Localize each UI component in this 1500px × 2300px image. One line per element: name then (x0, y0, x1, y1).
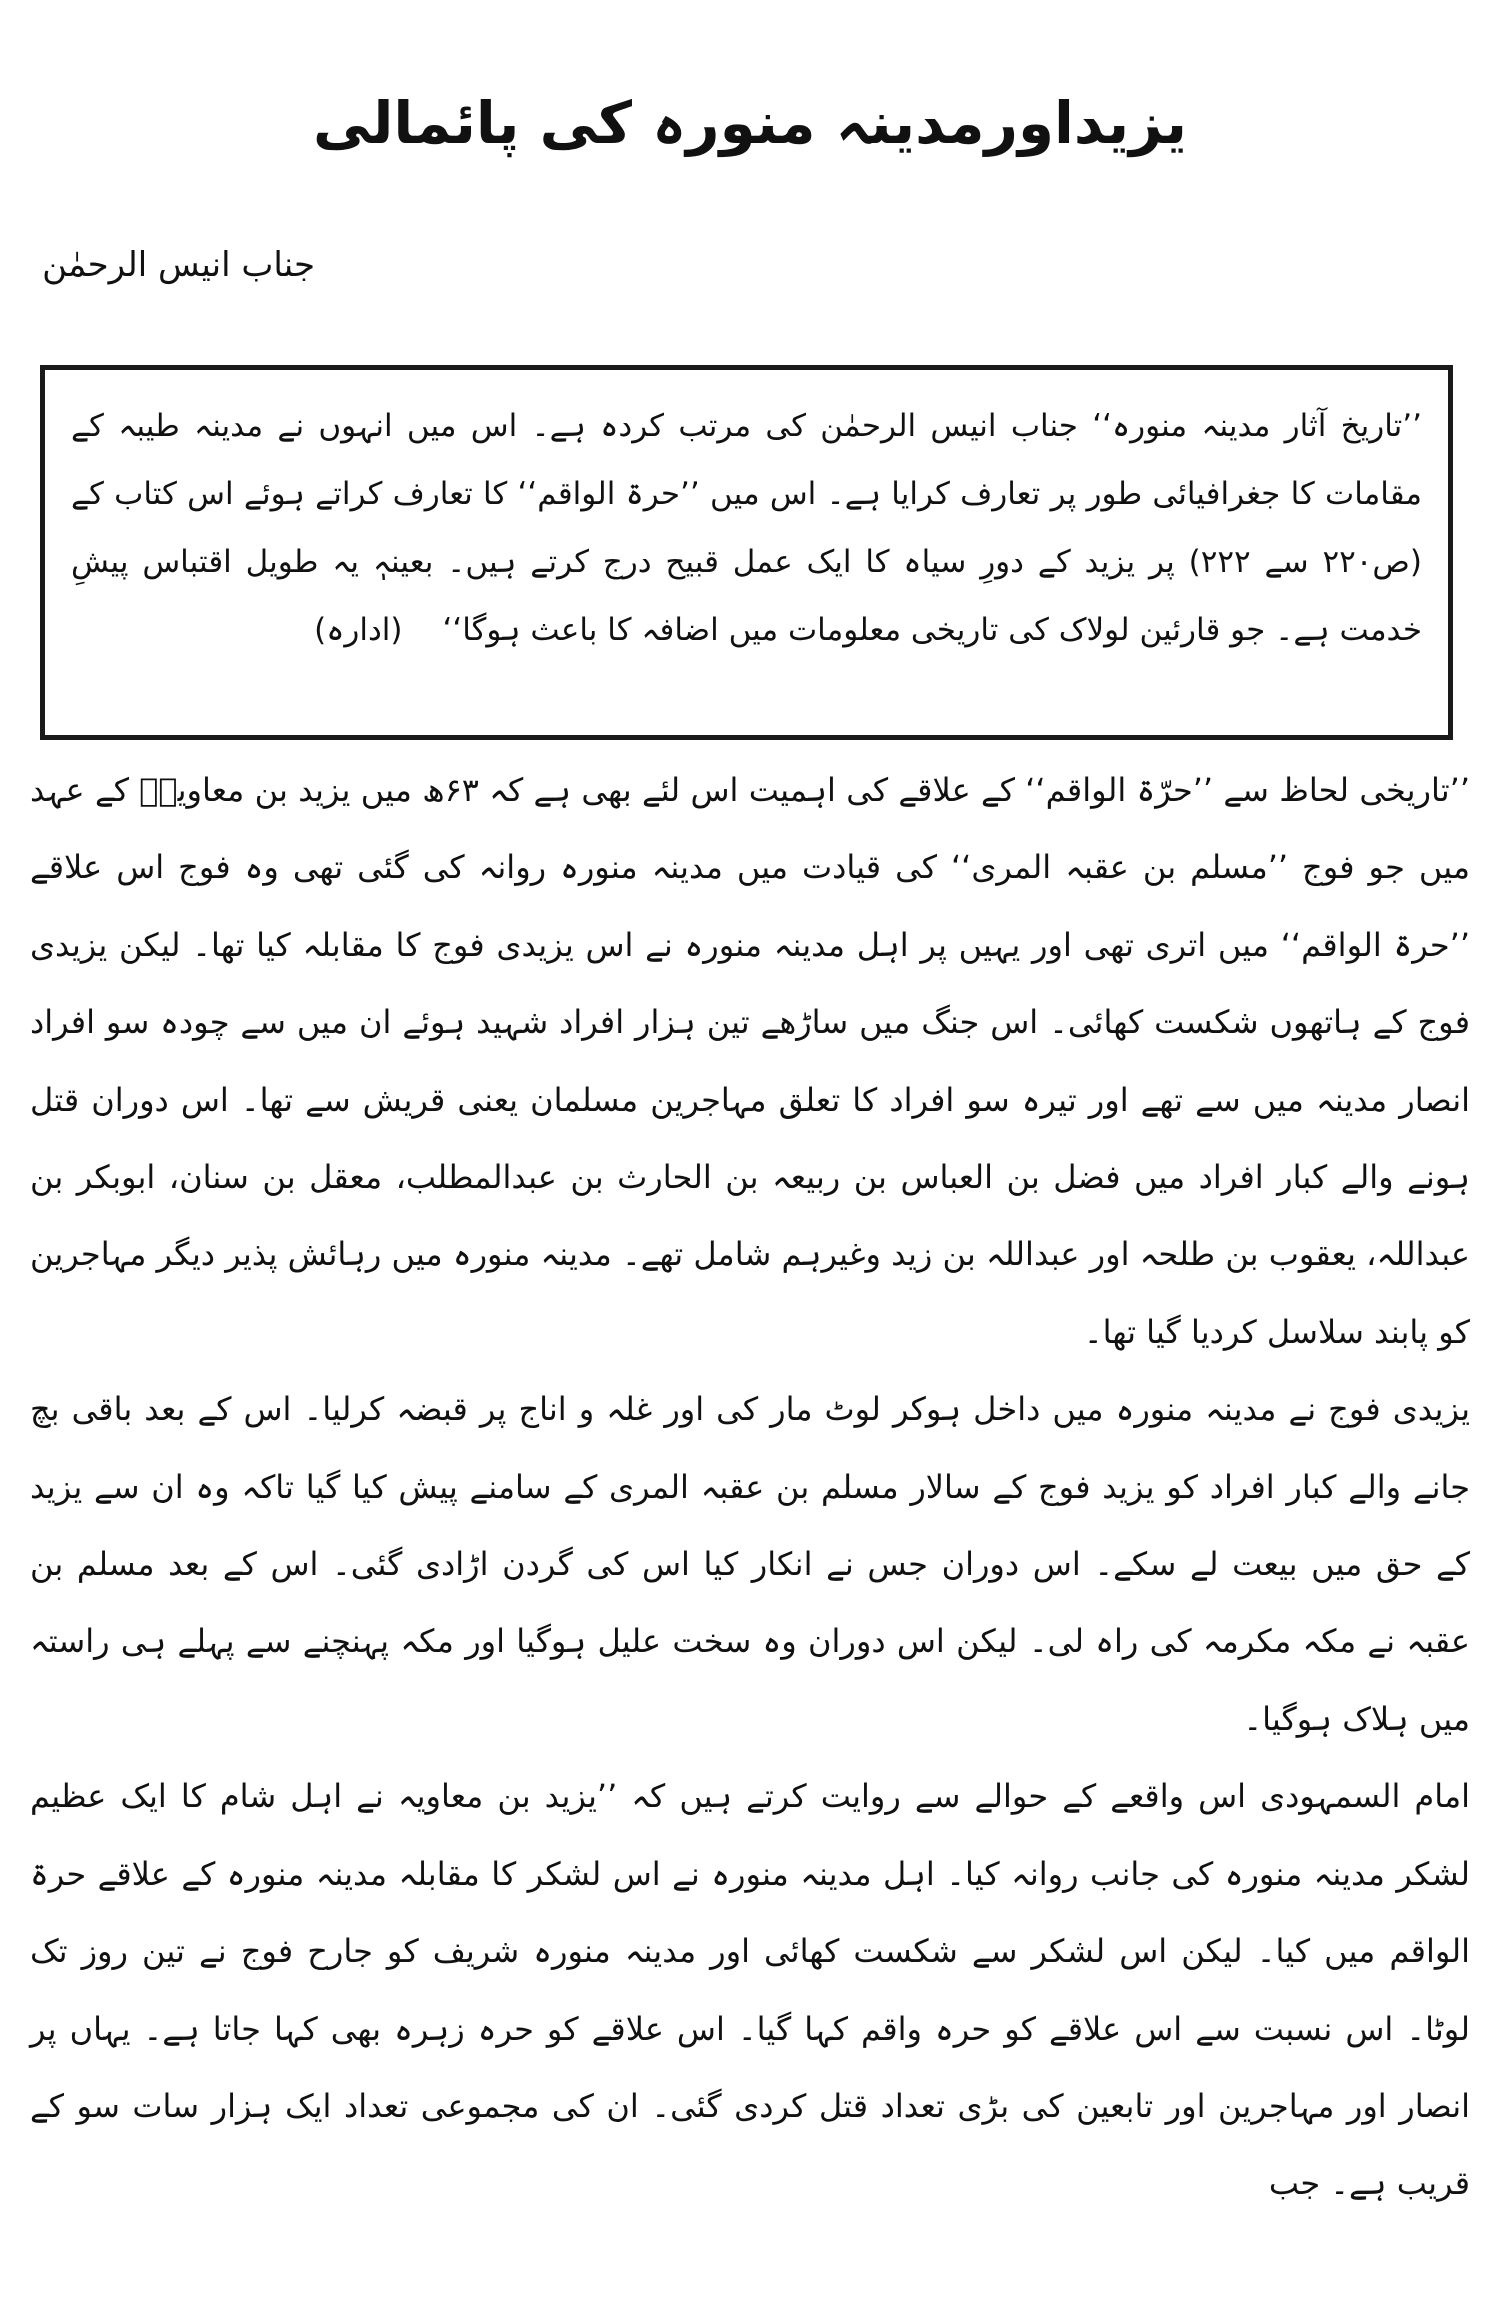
editor-signature: (ادارہ) (314, 612, 403, 648)
article-author: جناب انیس الرحمٰن (42, 245, 315, 285)
editor-note-text: ’’تاریخ آثار مدینہ منورہ‘‘ جناب انیس الرحمٰن کی مرتب کردہ ہے۔ اس میں انہوں نے مدینہ طیبہ کے مقامات کا جغرافیائی طور پر تعارف کرایا ہے۔ اس میں ’’حرۃ الواقم‘‘ کا تعارف کراتے ہوئے اس کتاب کے (ص۲۲۰ سے ۲۲۲) پر یزید کے دورِ سیاہ کا ایک عمل قبیح درج کرتے ہیں۔ بعینہٖ یہ طویل اقتباس پیشِ خدمت ہے۔ جو قارئین لولاک کی تاریخی معلومات میں اضافہ کا باعث ہوگا‘‘ (71, 408, 1422, 648)
body-paragraph-1: ’’تاریخی لحاظ سے ’’حرّۃ الواقم‘‘ کے علاقے کی اہمیت اس لئے بھی ہے کہ ۶۳ھ میں یزید بن معاویہؓ کے عہد میں جو فوج ’’مسلم بن عقبہ المری‘‘ کی قیادت میں مدینہ منورہ روانہ کی گئی تھی وہ فوج اس علاقے ’’حرۃ الواقم‘‘ میں اتری تھی اور یہیں پر اہل مدینہ منورہ نے اس یزیدی فوج کا مقابلہ کیا تھا۔ لیکن یزیدی فوج کے ہاتھوں شکست کھائی۔ اس جنگ میں ساڑھے تین ہزار افراد شہید ہوئے ان میں سے چودہ سو افراد انصار مدینہ میں سے تھے اور تیرہ سو افراد کا تعلق مہاجرین مسلمان یعنی قریش سے تھا۔ اس دوران قتل ہونے والے کبار افراد میں فضل بن العباس بن ربیعہ بن الحارث بن عبدالمطلب، معقل بن سنان، ابوبکر بن عبداللہ، یعقوب بن طلحہ اور عبداللہ بن زید وغیرہم شامل تھے۔ مدینہ منورہ میں رہائش پذیر دیگر مہاجرین کو پابند سلاسل کردیا گیا تھا۔ (30, 771, 1471, 1351)
article-body (30, 752, 1470, 2223)
editor-note-paragraph (71, 392, 1422, 664)
body-paragraph-3: امام السمہودی اس واقعے کے حوالے سے روایت کرتے ہیں کہ ’’یزید بن معاویہ نے اہل شام کا ایک عظیم لشکر مدینہ منورہ کی جانب روانہ کیا۔ اہل مدینہ منورہ نے اس لشکر کا مقابلہ مدینہ منورہ کے علاقے حرۃ الواقم میں کیا۔ لیکن اس لشکر سے شکست کھائی اور مدینہ منورہ شریف کو جارح فوج نے تین روز تک لوٹا۔ اس نسبت سے اس علاقے کو حرہ واقم کہا گیا۔ اس علاقے کو حرہ زہرہ بھی کہا جاتا ہے۔ یہاں پر انصار اور مہاجرین اور تابعین کی بڑی تعداد قتل کردی گئی۔ ان کی مجموعی تعداد ایک ہزار سات سو کے قریب ہے۔ جب (30, 1777, 1470, 2203)
editor-note-box (40, 365, 1453, 740)
article-title: یزیداورمدینہ منورہ کی پائمالی (312, 89, 1188, 157)
body-paragraph-2: یزیدی فوج نے مدینہ منورہ میں داخل ہوکر لوٹ مار کی اور غلہ و اناج پر قبضہ کرلیا۔ اس کے بعد باقی بچ جانے والے کبار افراد کو یزید فوج کے سالار مسلم بن عقبہ المری کے سامنے پیش کیا گیا تاکہ وہ ان سے یزید کے حق میں بیعت لے سکے۔ اس دوران جس نے انکار کیا اس کی گردن اڑادی گئی۔ اس کے بعد مسلم بن عقبہ نے مکہ مکرمہ کی راہ لی۔ لیکن اس دوران وہ سخت علیل ہوگیا اور مکہ پہنچنے سے پہلے ہی راستہ میں ہلاک ہوگیا۔ (30, 1390, 1470, 1738)
